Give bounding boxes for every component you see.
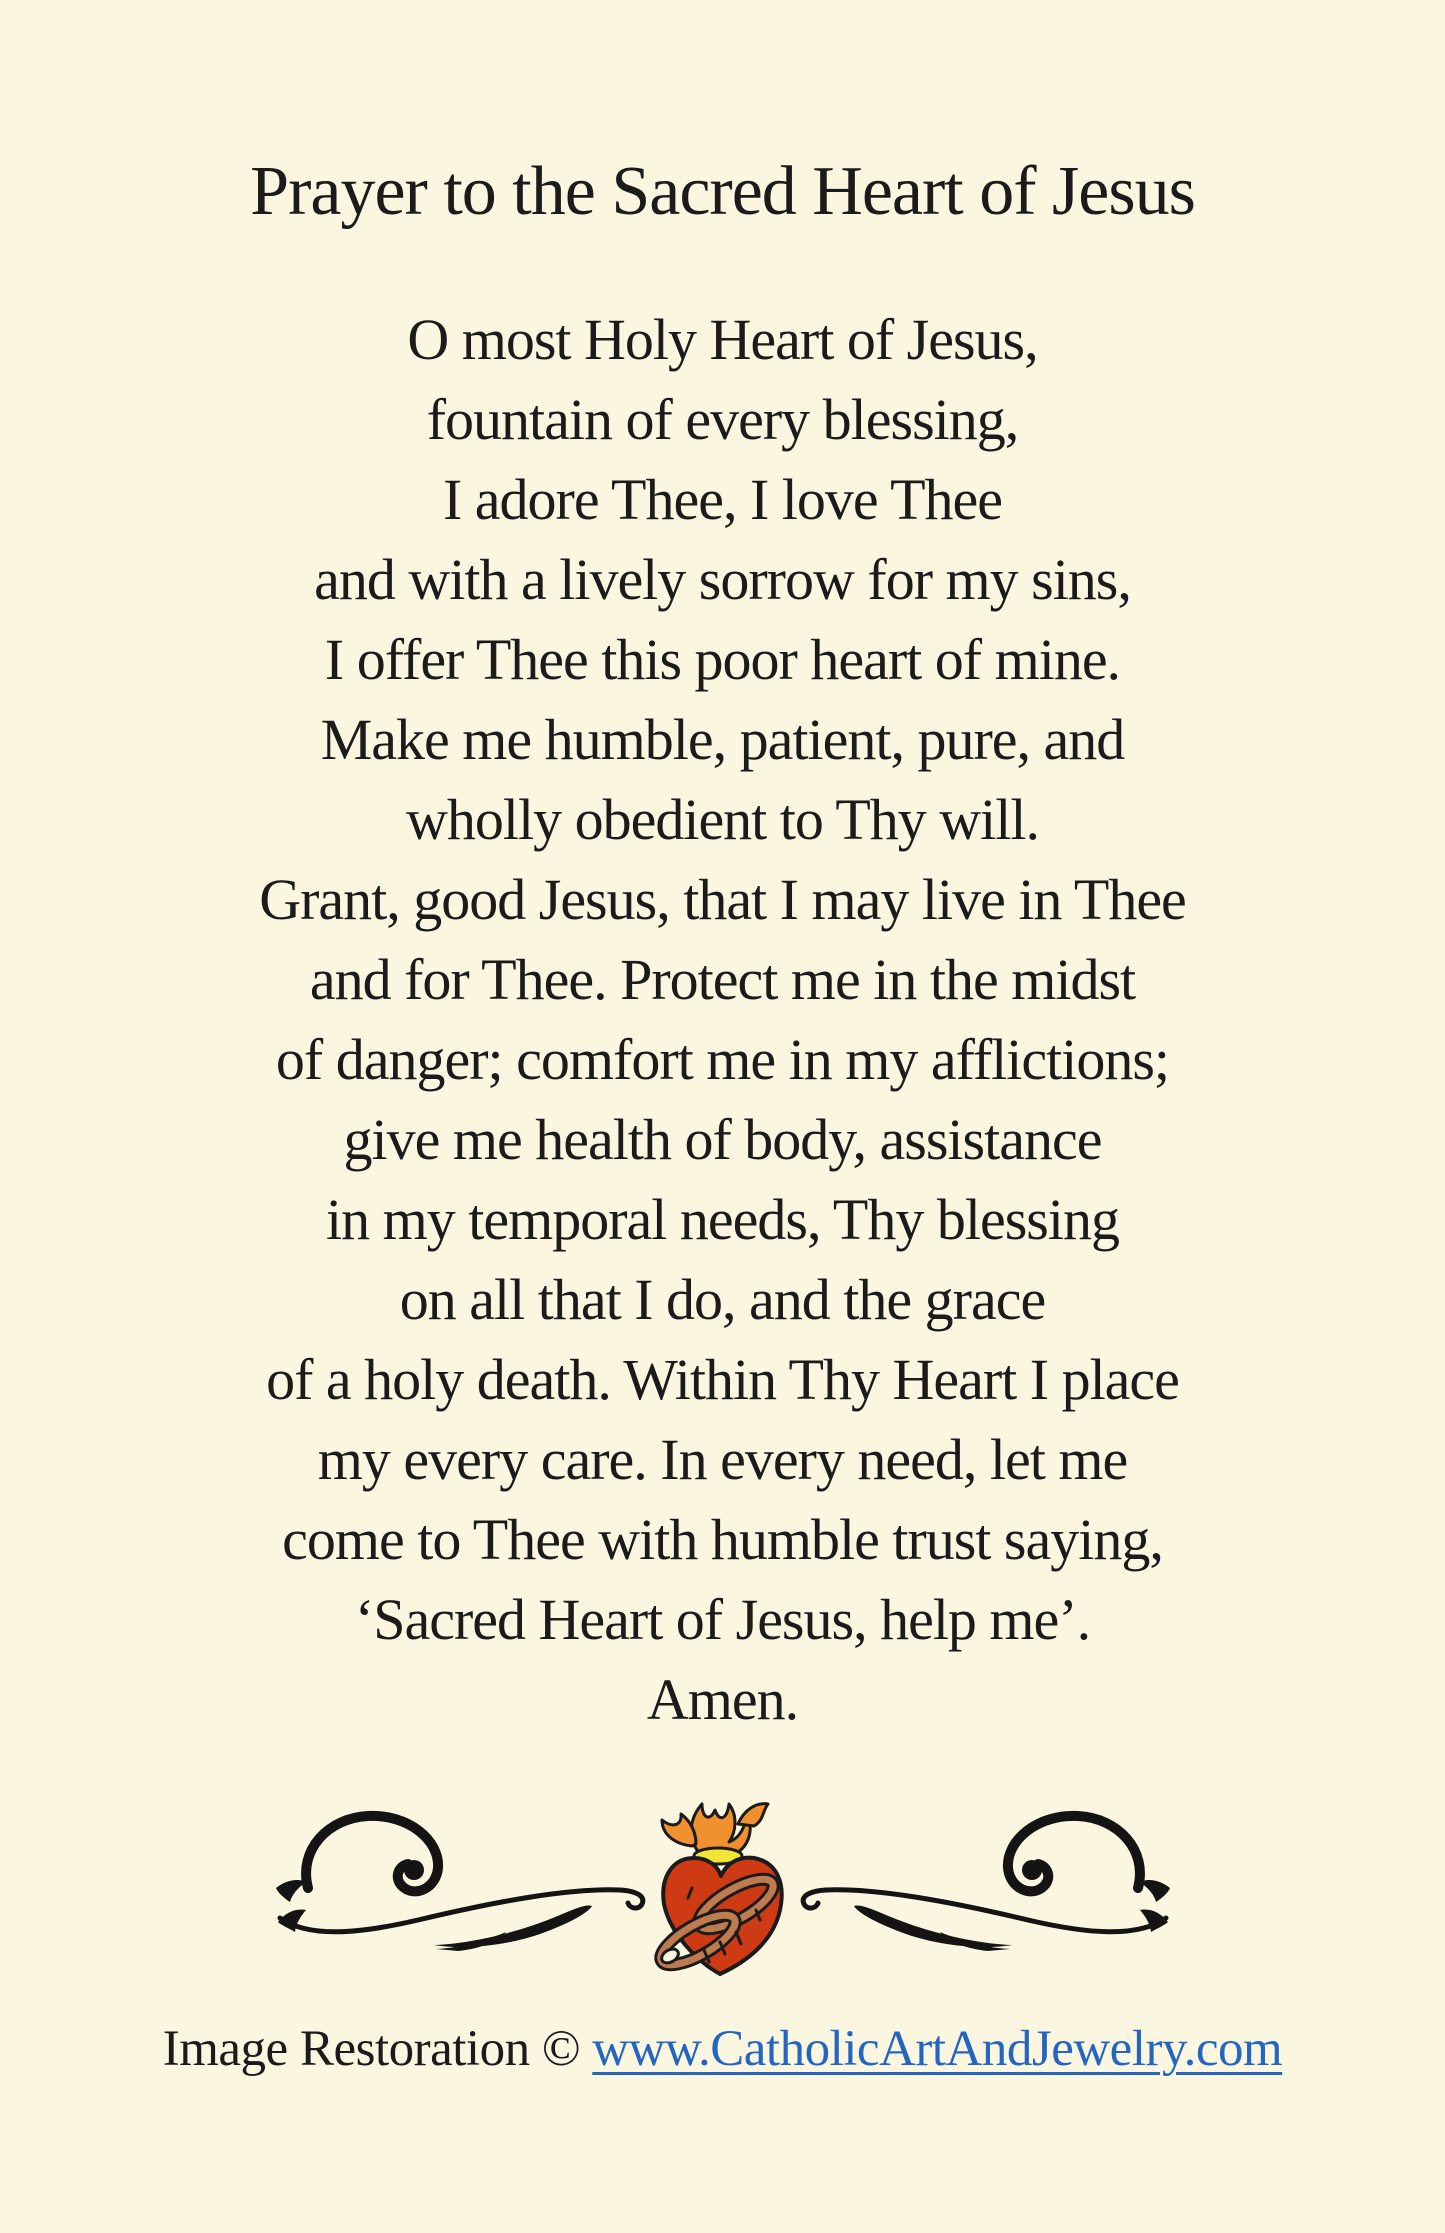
flame-icon [691, 1804, 750, 1854]
prayer-line: of a holy death. Within Thy Heart I place [266, 1347, 1179, 1412]
prayer-line: on all that I do, and the grace [399, 1267, 1046, 1332]
prayer-line: my every care. In every need, let me [317, 1427, 1128, 1492]
prayer-line: and for Thee. Protect me in the midst [309, 947, 1136, 1012]
sacred-heart-icon [654, 1804, 782, 1974]
prayer-line: Grant, good Jesus, that I may live in Thee [259, 867, 1186, 932]
prayer-line: ‘Sacred Heart of Jesus, help me’. [354, 1587, 1091, 1652]
flame-wisp-left-icon [662, 1814, 696, 1846]
prayer-line: come to Thee with humble trust saying, [282, 1507, 1163, 1572]
prayer-line: and with a lively sorrow for my sins, [314, 547, 1131, 612]
prayer-line: in my temporal needs, Thy blessing [326, 1187, 1119, 1252]
prayer-line: Make me humble, patient, pure, and [320, 707, 1125, 772]
page-title: Prayer to the Sacred Heart of Jesus [250, 153, 1195, 230]
footer-credit [0, 2020, 1445, 2078]
prayer-line: Amen. [646, 1667, 799, 1732]
flame-wisp-right-icon [738, 1804, 768, 1826]
prayer-line: I adore Thee, I love Thee [442, 467, 1003, 532]
prayer-line: O most Holy Heart of Jesus, [407, 307, 1038, 372]
right-flourish-swirl [803, 1816, 1170, 1951]
calligraphic-flourish-divider [268, 1792, 1178, 2007]
prayer-line: of danger; comfort me in my afflictions; [275, 1027, 1170, 1092]
credit-text: Image Restoration © [162, 2021, 593, 2077]
prayer-line: wholly obedient to Thy will. [405, 787, 1040, 852]
prayer-text [0, 300, 1445, 1740]
left-flourish-swirl [276, 1816, 643, 1951]
prayer-line: I offer Thee this poor heart of mine. [324, 627, 1121, 692]
prayer-line: give me health of body, assistance [343, 1107, 1102, 1172]
credit-link[interactable]: www.CatholicArtAndJewelry.com [592, 2021, 1283, 2077]
prayer-line: fountain of every blessing, [426, 387, 1019, 452]
